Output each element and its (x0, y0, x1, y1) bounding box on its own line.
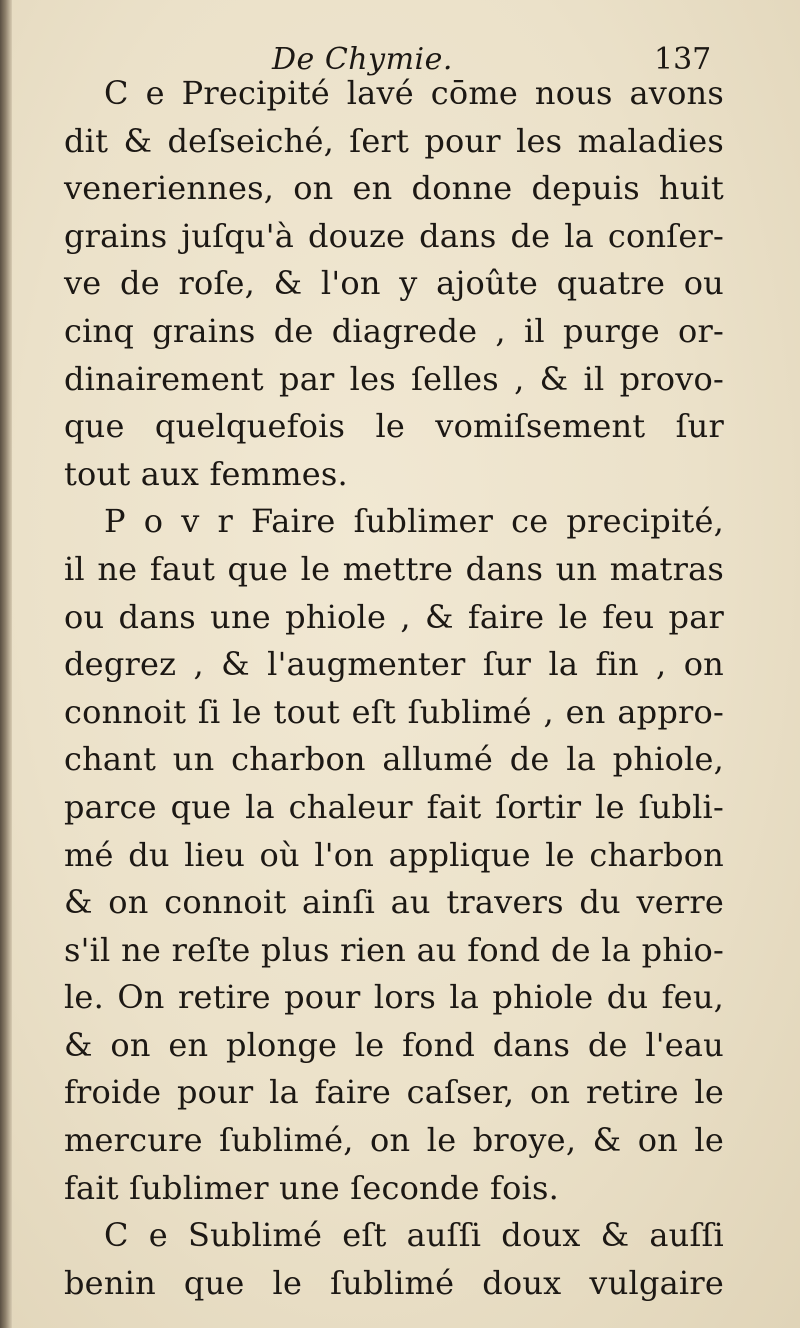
running-title: De Chymie. (272, 42, 453, 77)
text-line: cinq grains de diagrede , il purge or- (64, 311, 724, 350)
page-number: 137 (654, 42, 712, 77)
text-line: veneriennes, on en donne depuis huit (64, 169, 724, 208)
text-line: connoit ſi le tout eſt ſublimé , en appro- (64, 692, 724, 731)
text-line: ve de roſe, & l'on y ajoûte quatre ou (64, 264, 724, 303)
text-line: s'il ne reſte plus rien au fond de la phio- (64, 930, 724, 969)
text-line: & on connoit ainſi au travers du verre (64, 883, 724, 922)
text-line: dinairement par les ſelles , & il provo- (64, 359, 724, 398)
text-line: C e Sublimé eſt auſſi doux & auſſi (104, 1216, 724, 1255)
text-line: & on en plonge le fond dans de l'eau (64, 1025, 724, 1064)
text-line: que quelquefois le vomiſsement ſur (64, 407, 724, 446)
text-line: ou dans une phiole , & faire le feu par (64, 597, 724, 636)
text-line: mé du lieu où l'on applique le charbon (64, 835, 724, 874)
text-line: P o v r Faire ſublimer ce precipité, (104, 502, 724, 541)
text-line: froide pour la faire caſser, on retire le (64, 1073, 724, 1112)
text-line: C e Precipité lavé cōme nous avons (104, 74, 724, 112)
text-line: le. On retire pour lors la phiole du feu, (64, 978, 724, 1017)
text-line: mercure ſublimé, on le broye, & on le (64, 1121, 724, 1160)
body-text (64, 70, 724, 1307)
text-line: degrez , & l'augmenter ſur la fin , on (64, 645, 724, 684)
text-line: benin que le ſublimé doux vulgaire (64, 1263, 724, 1302)
text-line: dit & deſseiché, ſert pour les maladies (64, 121, 724, 160)
text-line: il ne faut que le mettre dans un matras (64, 549, 724, 588)
page-binding-edge (0, 0, 12, 1328)
text-line: tout aux femmes. (64, 454, 348, 493)
text-line: chant un charbon allumé de la phiole, (64, 740, 724, 779)
text-line: grains juſqu'à douze dans de la conſer- (64, 216, 724, 255)
text-line: fait ſublimer une ſeconde fois. (64, 1168, 559, 1207)
text-line: parce que la chaleur fait ſortir le ſubli- (64, 787, 724, 826)
